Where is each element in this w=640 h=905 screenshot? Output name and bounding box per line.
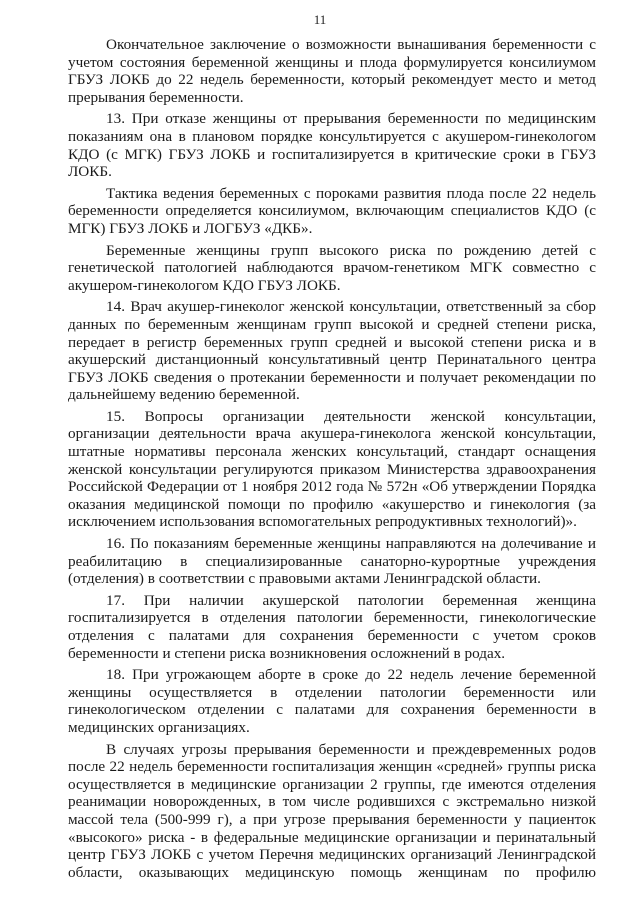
paragraph-threat-of-termination: В случаях угрозы прерывания беременности и преждевременных родов после 22 недель беременности госпитализация женщин «средней» группы риска осуществляется в медицинские организации 2 группы, где имеются отделения реанимации новорожденных, в том числе родившихся с экстремально низкой массой тела (500-999 г), а при угрозе прерывания беременности у пациенток «высокого» риска - в федеральные медицинские организации и перинатальный центр ГБУЗ ЛОКБ с учетом Перечня медицинских организаций Ленинградской области, оказывающих медицинскую помощь женщинам по профилю xyxy=(68,740,596,881)
paragraph-17: 17. При наличии акушерской патологии беременная женщина госпитализируется в отделения патологии беременности, гинекологические отделения с палатами для сохранения беременности с учетом сроков беременности и степени риска возникновения осложнений в родах. xyxy=(68,591,596,662)
paragraph-15: 15. Вопросы организации деятельности женской консультации, организации деятельности врача акушера-гинеколога женской консультации, штатные нормативы персонала женских консультаций, стандарт оснащения женской консультации регулируются приказом Министерства здравоохранения Российской Федерации от 1 ноября 2012 года № 572н «Об утверждении Порядка оказания медицинской помощи по профилю «акушерство и гинекология (за исключением использования вспомогательных репродуктивных технологий)». xyxy=(68,407,596,531)
paragraph-18: 18. При угрожающем аборте в сроке до 22 недель лечение беременной женщины осуществляется в отделении патологии беременности или гинекологическом отделении с палатами для сохранения беременности в медицинских организациях. xyxy=(68,666,596,736)
paragraph-malformation-tactics: Тактика ведения беременных с пороками развития плода после 22 недель беременности определяется консилиумом, включающим специалистов КДО (с МГК) ГБУЗ ЛОКБ и ЛОГБУЗ «ДКБ». xyxy=(68,184,596,237)
document-body xyxy=(68,36,596,885)
paragraph-14: 14. Врач акушер-гинеколог женской консультации, ответственный за сбор данных по беременным женщинам групп высокой и средней степени риска, передает в регистр беременных групп средней и высокой степени риска и в акушерский дистанционный консультативный центр Перинатального центра ГБУЗ ЛОКБ сведения о протекании беременности и получает рекомендации по дальнейшему ведению беременной. xyxy=(68,298,596,404)
paragraph-13: 13. При отказе женщины от прерывания беременности по медицинским показаниям она в плановом порядке консультируется с акушером-гинекологом КДО (с МГК) ГБУЗ ЛОКБ и госпитализируется в критические сроки в ГБУЗ ЛОКБ. xyxy=(68,110,596,181)
paragraph-final-conclusion: Окончательное заключение о возможности вынашивания беременности с учетом состояния беременной женщины и плода формулируется консилиумом ГБУЗ ЛОКБ до 22 недель беременности, который рекомендует место и метод прерывания беременности. xyxy=(68,36,596,106)
paragraph-genetic-risk: Беременные женщины групп высокого риска по рождению детей с генетической патологией наблюдаются врачом-генетиком МГК совместно с акушером-гинекологом КДО ГБУЗ ЛОКБ. xyxy=(68,241,596,294)
page-number: 11 xyxy=(313,12,327,27)
paragraph-16: 16. По показаниям беременные женщины направляются на долечивание и реабилитацию в специализированные санаторно-курортные учреждения (отделения) в соответствии с правовыми актами Ленинградской области. xyxy=(68,535,596,588)
